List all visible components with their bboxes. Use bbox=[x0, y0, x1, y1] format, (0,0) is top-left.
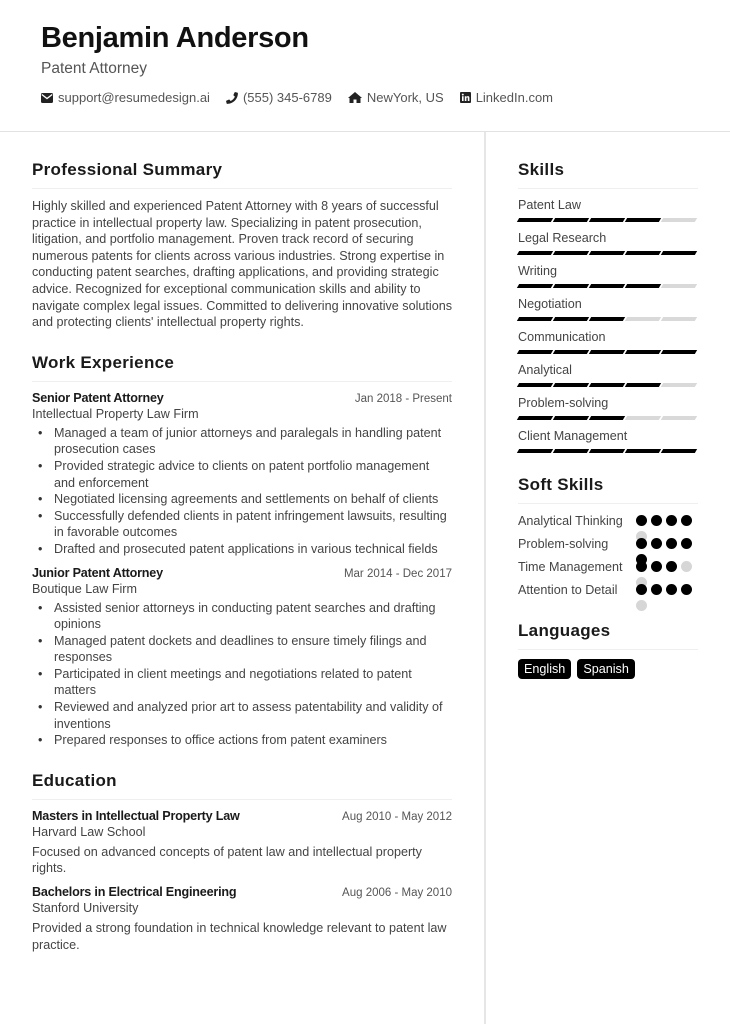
skill-item bbox=[518, 396, 698, 420]
rating-dot bbox=[636, 561, 647, 572]
skill-rating-bar bbox=[518, 350, 698, 354]
education-date: Aug 2010 - May 2012 bbox=[342, 810, 452, 823]
section-title: Skills bbox=[518, 160, 698, 189]
main-column bbox=[32, 160, 452, 953]
soft-skill-rating-dots bbox=[636, 559, 698, 576]
soft-skill-item bbox=[518, 582, 698, 599]
soft-skills-section bbox=[518, 475, 698, 599]
experience-section bbox=[32, 353, 452, 749]
email-text: support@resumedesign.ai bbox=[58, 90, 210, 105]
rating-dot bbox=[666, 584, 677, 595]
job-date: Jan 2018 - Present bbox=[354, 392, 452, 405]
education-desc: Provided a strong foundation in technical knowledge relevant to patent law practice. bbox=[32, 921, 447, 952]
rating-dot bbox=[651, 584, 662, 595]
rating-dot bbox=[636, 515, 647, 526]
resume-header bbox=[0, 0, 730, 132]
rating-segment bbox=[517, 317, 553, 321]
bullet-item: • Managed patent dockets and deadlines to ensure timely filings and responses bbox=[32, 633, 452, 666]
section-title: Soft Skills bbox=[518, 475, 698, 504]
linkedin-text: LinkedIn.com bbox=[475, 90, 554, 105]
linkedin-icon bbox=[460, 92, 471, 103]
contact-linkedin[interactable] bbox=[460, 90, 553, 105]
contact-list bbox=[41, 90, 569, 105]
contact-phone[interactable] bbox=[226, 90, 332, 105]
rating-segment bbox=[661, 416, 697, 420]
skill-item bbox=[518, 231, 698, 255]
skill-item bbox=[518, 363, 698, 387]
rating-dot bbox=[636, 538, 647, 549]
rating-dot bbox=[666, 538, 677, 549]
bullet-item: • Prepared responses to office actions from patent examiners bbox=[32, 732, 452, 749]
bullet-item: • Successfully defended clients in patent infringement lawsuits, resulting in favorable outcomes bbox=[32, 508, 452, 541]
soft-skill-name: Problem-solving bbox=[518, 537, 609, 551]
job-bullets bbox=[32, 600, 452, 749]
school: Harvard Law School bbox=[32, 824, 146, 839]
skill-item bbox=[518, 429, 698, 453]
skill-name: Communication bbox=[518, 330, 606, 344]
rating-segment bbox=[661, 449, 697, 453]
skill-item bbox=[518, 198, 698, 222]
bullet-item: • Reviewed and analyzed prior art to assess patentability and validity of inventions bbox=[32, 699, 452, 732]
soft-skill-name: Time Management bbox=[518, 560, 623, 574]
section-title: Professional Summary bbox=[32, 160, 452, 189]
rating-dot bbox=[666, 515, 677, 526]
education-section bbox=[32, 771, 452, 953]
envelope-icon bbox=[41, 93, 53, 103]
candidate-name: Benjamin Anderson bbox=[41, 22, 309, 54]
bullet-item: • Provided strategic advice to clients on patent portfolio management and enforcement bbox=[32, 458, 452, 491]
contact-email[interactable] bbox=[41, 90, 210, 105]
rating-dot bbox=[651, 538, 662, 549]
candidate-title: Patent Attorney bbox=[41, 60, 147, 77]
education-date: Aug 2006 - May 2010 bbox=[342, 887, 452, 900]
phone-icon bbox=[226, 92, 238, 104]
rating-segment bbox=[625, 416, 661, 420]
summary-text: Highly skilled and experienced Patent Attorney with 8 years of successful practice in intellectual property law. Specializing in patent prosecution, litigation, and portfolio management. Proven track record of securing numerous patents for clients across various industries. Strong expertise in conducting patent searches, drafting applications, and providing strategic advice. Recognized for exceptional communication skills and ability to navigate complex legal issues. Committed to delivering innovative solutions and protecting clients' intellectual property rights. bbox=[32, 199, 453, 330]
soft-skill-rating-dots bbox=[636, 582, 698, 599]
rating-dot bbox=[651, 561, 662, 572]
rating-segment bbox=[553, 383, 589, 387]
language-badge: English bbox=[518, 659, 571, 679]
rating-segment bbox=[589, 449, 625, 453]
rating-segment bbox=[661, 317, 697, 321]
skill-rating-bar bbox=[518, 251, 698, 255]
bullet-item: • Assisted senior attorneys in conducting patent searches and drafting opinions bbox=[32, 600, 452, 633]
skill-name: Legal Research bbox=[518, 231, 607, 245]
job-entry bbox=[32, 391, 452, 558]
skill-rating-bar bbox=[518, 218, 698, 222]
rating-segment bbox=[517, 284, 553, 288]
rating-segment bbox=[553, 251, 589, 255]
rating-segment bbox=[661, 251, 697, 255]
degree: Bachelors in Electrical Engineering bbox=[32, 885, 237, 900]
rating-segment bbox=[517, 449, 553, 453]
phone-text: (555) 345-6789 bbox=[242, 90, 332, 105]
rating-dot bbox=[636, 600, 647, 611]
languages-section bbox=[518, 621, 698, 679]
education-desc: Focused on advanced concepts of patent law and intellectual property rights. bbox=[32, 844, 422, 876]
job-role: Junior Patent Attorney bbox=[32, 565, 163, 580]
skill-name: Analytical bbox=[518, 363, 572, 377]
column-divider bbox=[484, 132, 486, 1024]
job-org: Boutique Law Firm bbox=[32, 581, 137, 596]
soft-skill-name: Attention to Detail bbox=[518, 583, 618, 597]
rating-segment bbox=[661, 284, 697, 288]
rating-dot bbox=[651, 515, 662, 526]
job-entry bbox=[32, 566, 452, 749]
bullet-item: • Negotiated licensing agreements and settlements on behalf of clients bbox=[32, 491, 452, 508]
rating-segment bbox=[625, 284, 661, 288]
rating-segment bbox=[625, 218, 661, 222]
job-role: Senior Patent Attorney bbox=[32, 390, 164, 405]
rating-dot bbox=[681, 538, 692, 549]
skill-name: Negotiation bbox=[518, 297, 582, 311]
rating-segment bbox=[589, 317, 625, 321]
section-title: Languages bbox=[518, 621, 698, 650]
rating-segment bbox=[625, 251, 661, 255]
skill-rating-bar bbox=[518, 284, 698, 288]
degree: Masters in Intellectual Property Law bbox=[32, 808, 240, 823]
rating-dot bbox=[666, 561, 677, 572]
soft-skill-item bbox=[518, 536, 698, 553]
rating-segment bbox=[553, 350, 589, 354]
skill-rating-bar bbox=[518, 449, 698, 453]
bullet-item: • Drafted and prosecuted patent applications in various technical fields bbox=[32, 541, 452, 558]
soft-skill-item bbox=[518, 559, 698, 576]
contact-location bbox=[348, 90, 444, 105]
rating-segment bbox=[589, 218, 625, 222]
rating-segment bbox=[625, 383, 661, 387]
rating-segment bbox=[553, 449, 589, 453]
languages-list bbox=[518, 659, 698, 679]
rating-segment bbox=[661, 350, 697, 354]
skill-name: Patent Law bbox=[518, 198, 582, 212]
soft-skills-list bbox=[518, 513, 698, 599]
rating-segment bbox=[625, 350, 661, 354]
sidebar bbox=[518, 160, 698, 679]
rating-segment bbox=[661, 383, 697, 387]
skill-rating-bar bbox=[518, 317, 698, 321]
soft-skill-rating-dots bbox=[636, 513, 698, 530]
skill-name: Writing bbox=[518, 264, 557, 278]
education-entry bbox=[32, 809, 452, 877]
language-badge: Spanish bbox=[577, 659, 635, 679]
soft-skill-item bbox=[518, 513, 698, 530]
rating-dot bbox=[681, 584, 692, 595]
section-title: Work Experience bbox=[32, 353, 452, 382]
soft-skill-rating-dots bbox=[636, 536, 698, 553]
rating-segment bbox=[553, 284, 589, 288]
home-icon bbox=[348, 92, 362, 103]
rating-segment bbox=[589, 284, 625, 288]
skill-item bbox=[518, 330, 698, 354]
rating-segment bbox=[589, 251, 625, 255]
rating-segment bbox=[625, 317, 661, 321]
skill-name: Client Management bbox=[518, 429, 628, 443]
location-text: NewYork, US bbox=[366, 90, 444, 105]
rating-segment bbox=[625, 449, 661, 453]
rating-segment bbox=[517, 383, 553, 387]
rating-segment bbox=[589, 383, 625, 387]
job-date: Mar 2014 - Dec 2017 bbox=[343, 567, 452, 580]
section-title: Education bbox=[32, 771, 452, 800]
job-org: Intellectual Property Law Firm bbox=[32, 406, 199, 421]
education-entry bbox=[32, 885, 452, 953]
rating-segment bbox=[553, 218, 589, 222]
skill-name: Problem-solving bbox=[518, 396, 609, 410]
rating-segment bbox=[589, 350, 625, 354]
rating-segment bbox=[517, 251, 553, 255]
rating-segment bbox=[553, 416, 589, 420]
skill-rating-bar bbox=[518, 383, 698, 387]
soft-skill-name: Analytical Thinking bbox=[518, 514, 623, 528]
rating-segment bbox=[517, 416, 553, 420]
bullet-item: • Managed a team of junior attorneys and paralegals in handling patent prosecution cases bbox=[32, 425, 452, 458]
skills-list bbox=[518, 198, 698, 453]
school: Stanford University bbox=[32, 901, 139, 916]
rating-dot bbox=[681, 515, 692, 526]
rating-segment bbox=[589, 416, 625, 420]
rating-dot bbox=[681, 561, 692, 572]
skill-rating-bar bbox=[518, 416, 698, 420]
skills-section bbox=[518, 160, 698, 453]
skill-item bbox=[518, 297, 698, 321]
rating-dot bbox=[636, 584, 647, 595]
rating-segment bbox=[517, 218, 553, 222]
bullet-item: • Participated in client meetings and negotiations related to patent matters bbox=[32, 666, 452, 699]
rating-segment bbox=[553, 317, 589, 321]
skill-item bbox=[518, 264, 698, 288]
job-bullets bbox=[32, 425, 452, 558]
rating-segment bbox=[661, 218, 697, 222]
rating-segment bbox=[517, 350, 553, 354]
summary-section bbox=[32, 160, 452, 331]
